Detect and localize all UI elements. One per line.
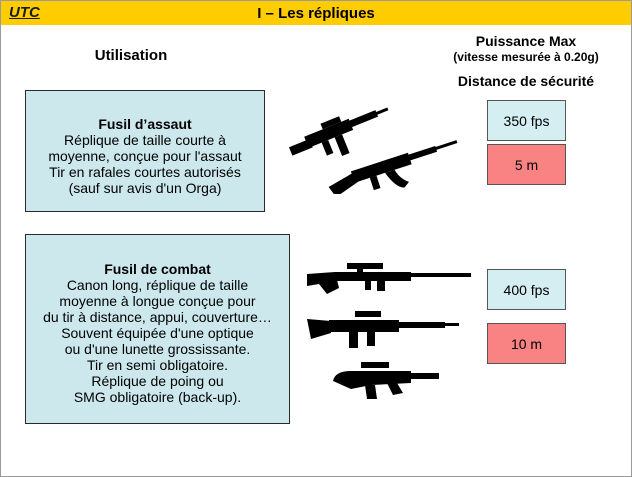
combat-distance-value: 10 m [487,323,566,364]
slide-title: I – Les répliques [257,5,375,22]
card-title: Fusil de combat [104,261,211,277]
title-bar [1,1,631,25]
card-line: Réplique de taille courte à [64,132,226,148]
card-line: moyenne à longue conçue pour [59,293,256,309]
combat-power-value: 400 fps [487,269,566,310]
card-line: Réplique de poing ou [91,373,224,389]
card-line: (sauf sur avis d'un Orga) [68,180,222,196]
power-header: Puissance Max [475,33,577,49]
distance-header: Distance de sécurité [457,73,595,89]
card-title: Fusil d’assaut [98,116,192,132]
assault-rifle-card [25,90,265,212]
card-line: Tir en semi obligatoire. [86,357,229,373]
power-note: (vitesse mesurée à 0.20g) [453,50,599,64]
card-line: ou d'une lunette grossissante. [64,341,251,357]
assault-distance-value: 5 m [487,144,566,185]
dragunov-sniper-icon [305,254,473,296]
card-line: moyenne, conçue pour l'assaut [48,148,242,164]
bullpup-rifle-icon [331,359,443,403]
card-line: Tir en rafales courtes autorisés [49,164,241,180]
brand-label: UTC [9,4,40,21]
card-line: Canon long, réplique de taille [66,277,249,293]
card-line: du tir à distance, appui, couverture… [43,309,272,325]
ak-rifle-icon [323,136,463,194]
combat-rifle-card [25,234,290,424]
usage-header: Utilisation [94,47,168,64]
card-line: Souvent équipée d'une optique [61,325,254,341]
card-line: SMG obligatoire (back-up). [73,389,242,405]
assault-power-value: 350 fps [487,100,566,141]
g3-rifle-icon [305,307,461,351]
